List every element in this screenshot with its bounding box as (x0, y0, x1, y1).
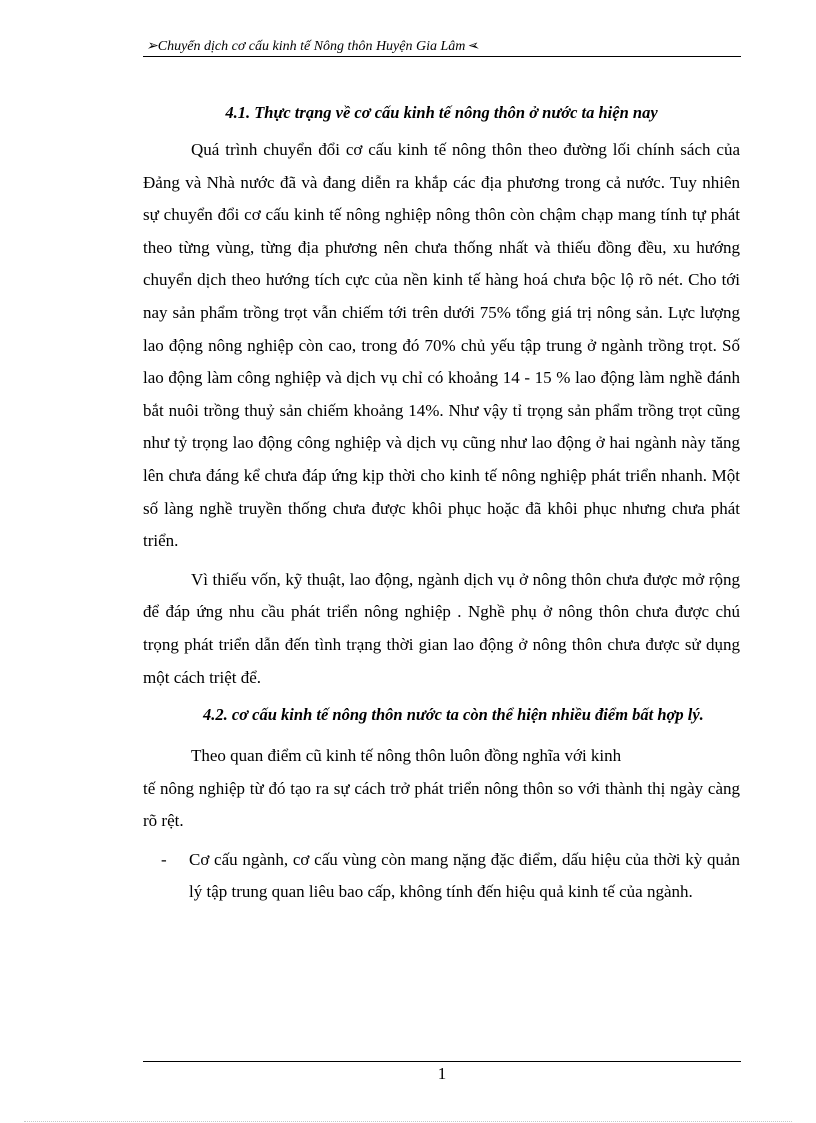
header-arrow-right-icon: ➢ (468, 39, 481, 54)
page-edge-divider (24, 1121, 792, 1122)
bullet-text: Cơ cấu ngành, cơ cấu vùng còn mang nặng đặc điểm, dấu hiệu của thời kỳ quản lý tập trung quan liêu bao cấp, không tính đến hiệu quả kinh tế của ngành. (189, 849, 740, 902)
running-header (146, 39, 742, 55)
header-divider (143, 56, 741, 57)
header-arrow-left-icon: ➢ (146, 39, 158, 54)
section-heading-4-1: 4.1. Thực trạng về cơ cấu kinh tế nông thôn ở nước ta hiện nay (225, 103, 658, 122)
document-body (143, 96, 740, 909)
bullet-dash-icon: - (161, 849, 167, 869)
bullet-item (143, 844, 740, 909)
paragraph-3-line-2: tế nông nghiệp từ đó tạo ra sự cách trở phát triển nông thôn so với thành thị ngày càng rõ rệt. (143, 778, 740, 831)
paragraph-1: Quá trình chuyển đổi cơ cấu kinh tế nông thôn theo đường lối chính sách của Đảng và Nhà nước đã và đang diễn ra khắp các địa phương trong cả nước. Tuy nhiên sự chuyển đổi cơ cấu kinh tế nông nghiệp nông thôn còn chậm chạp mang tính tự phát theo từng vùng, từng địa phương nên chưa thống nhất và thiếu đồng đều, xu hướng chuyển dịch theo hướng tích cực của nền kinh tế hàng hoá chưa bộc lộ rõ nét. Cho tới nay sản phẩm trồng trọt vẫn chiếm tới trên dưới 75% tổng giá trị nông sản. Lực lượng lao động nông nghiệp còn cao, trong đó 70% chủ yếu tập trung ở ngành trồng trọt. Số lao động làm công nghiệp và dịch vụ chỉ có khoảng 14 - 15 % lao động làm nghề đánh bắt nuôi trồng thuỷ sản chiếm khoảng 14%. Như vậy tỉ trọng sản phẩm trồng trọt cũng như tỷ trọng lao động công nghiệp và dịch vụ cũng như lao động ở hai ngành này tăng lên chưa đáng kể chưa đáp ứng kịp thời cho kinh tế nông nghiệp phát triển nhanh. Một số làng nghề truyền thống chưa được khôi phục hoặc đã khôi phục nhưng chưa phát triển. (143, 140, 740, 551)
paragraph-3-line-1: Theo quan điểm cũ kinh tế nông thôn luôn đồng nghĩa với kinh (191, 746, 622, 766)
paragraph-2: Vì thiếu vốn, kỹ thuật, lao động, ngành dịch vụ ở nông thôn chưa được mở rộng để đáp ứng nhu cầu phát triển nông nghiệp . Nghề phụ ở nông thôn chưa được chú trọng phát triển dẫn đến tình trạng thời gian lao động ở nông thôn chưa được sử dụng một cách triệt để. (143, 569, 740, 687)
section-heading-4-2: 4.2. cơ cấu kinh tế nông thôn nước ta còn thể hiện nhiều điểm bất hợp lý. (203, 705, 704, 725)
header-title: Chuyển dịch cơ cấu kinh tế Nông thôn Huyện Gia Lâm (157, 39, 466, 54)
footer-divider (143, 1061, 741, 1062)
page-number: 1 (437, 1064, 447, 1083)
